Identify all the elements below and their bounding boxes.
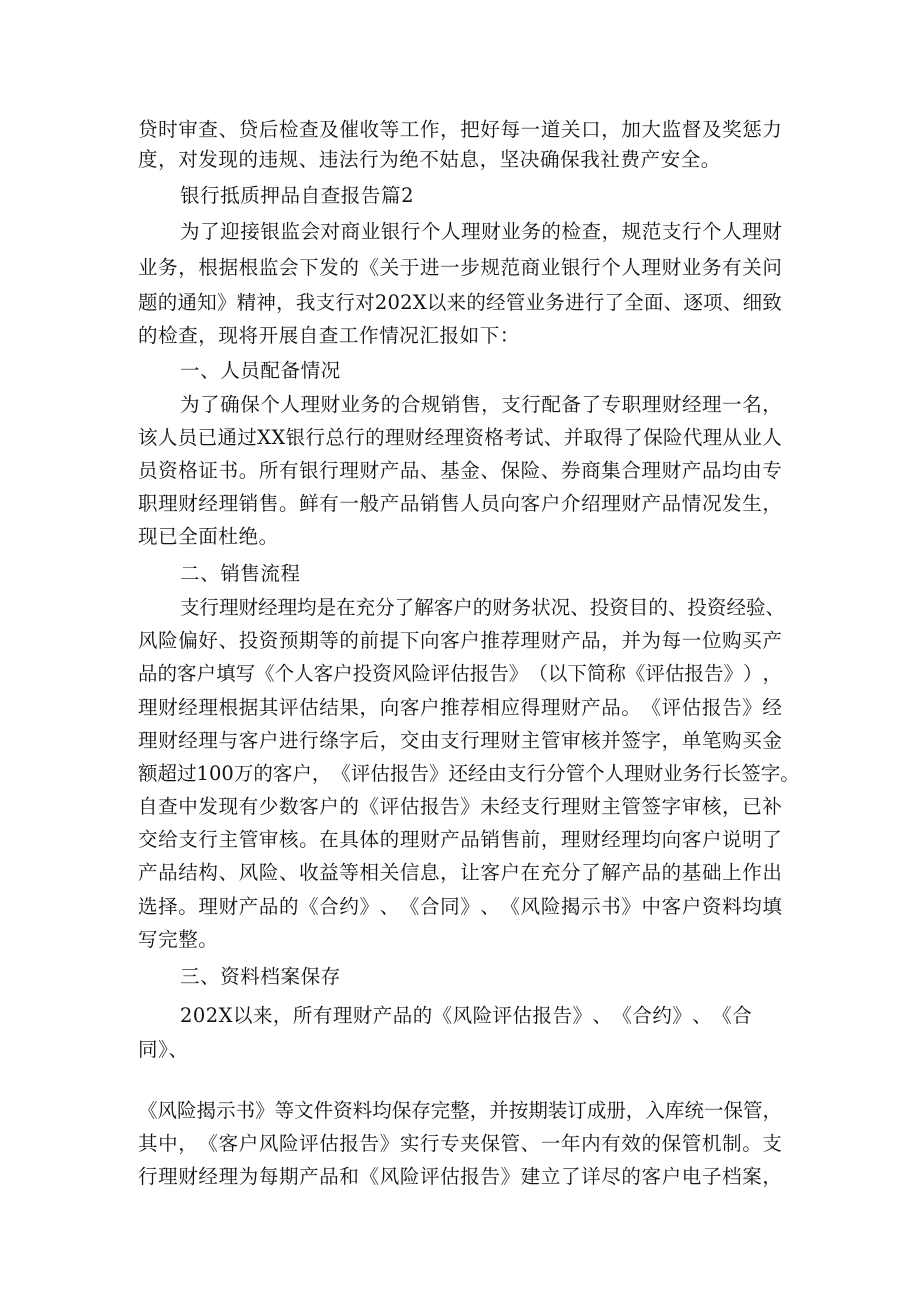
paragraph-line: 度，对发现的违规、违法行为绝不姑息，坚决确保我社费产安全。 — [138, 148, 721, 171]
paragraph-line: 风 险 偏 好 、 投 资 预 期 等 的 前 提 下 向 客 户 推 荐 理 财 产 品 ， 并 为 每 一 位 购 买 产 — [138, 629, 782, 652]
paragraph-line: 的检查，现将开展自查工作情况汇报如下： — [138, 324, 520, 347]
paragraph-line: 现已全面杜绝。 — [138, 525, 279, 548]
section-heading: 银行抵质押品自查报告篇2 — [180, 184, 415, 207]
paragraph-line: 员 资 格 证 书 。 所 有 银 行 理 财 产 品 、 基 金 、 保 险 、 券 商 集 合 理 财 产 品 均 由 专 — [138, 459, 782, 482]
paragraph-line: 贷 时 审 查 、 贷 后 检 查 及 催 收 等 工 作 ， 把 好 每 一 道 关 口 ， 加 大 监 督 及 奖 惩 力 — [138, 118, 782, 141]
section-heading: 三、资料档案保存 — [180, 965, 341, 988]
paragraph-line: 理 财 经 理 与 客 户 进 行 绦 字 后 ， 交 由 支 行 理 财 主 管 审 核 并 签 字 ， 单 笔 购 买 金 — [138, 729, 782, 752]
paragraph-line: 职 理 财 经 理 销 售 。 鲜 有 一 般 产 品 销 售 人 员 向 客 户 介 绍 理 财 产 品 情 况 发 生 ， — [138, 492, 782, 515]
paragraph-line: 题 的 通 知 》 精 神 ， 我 支 行 对 2 0 2 X 以 来 的 经 管 业 务 进 行 了 全 面 、 逐 项 、 细 致 — [138, 291, 782, 314]
section-heading: 一、人员配备情况 — [180, 359, 341, 382]
paragraph-line: 同》、 — [138, 1038, 189, 1061]
paragraph-line: 选 择 。 理 财 产 品 的 《 合 约 》 、 《 合 同 》 、 《 风 险 揭 示 书 》 中 客 户 资 料 均 填 — [138, 895, 782, 918]
paragraph-line: 品 的 客 户 填 写 《 个 人 客 户 投 资 风 险 评 估 报 告 》 （ 以 下 简 称 《 评 估 报 告 》 ） ， — [138, 662, 783, 685]
paragraph-line: 支 行 理 财 经 理 均 是 在 充 分 了 解 客 户 的 财 务 状 况 、 投 资 目 的 、 投 资 经 验 、 — [180, 596, 785, 619]
paragraph-line: 理 财 经 理 根 据 其 评 估 结 果 ， 向 客 户 推 荐 相 应 得 理 财 产 品 。 《 评 估 报 告 》 经 — [138, 696, 782, 719]
paragraph-line: 《 风 险 揭 示 书 》 等 文 件 资 料 均 保 存 完 整 ， 并 按 期 装 订 成 册 ， 入 库 统 一 保 管 ， — [138, 1099, 783, 1122]
paragraph-line: 为 了 迎 接 银 监 会 对 商 业 银 行 个 人 理 财 业 务 的 检 查 ， 规 范 支 行 个 人 理 财 — [180, 220, 782, 243]
paragraph-line: 行 理 财 经 理 为 每 期 产 品 和 《 风 险 评 估 报 告 》 建 立 了 详 尽 的 客 户 电 子 档 案 ， — [138, 1165, 782, 1188]
section-heading: 二、销售流程 — [180, 562, 301, 585]
paragraph-line: 产 品 结 构 、 风 险 、 收 益 等 相 关 信 息 ， 让 客 户 在 充 分 了 解 产 品 的 基 础 上 作 出 — [138, 861, 782, 884]
paragraph-line: 自 查 中 发 现 有 少 数 客 户 的 《 评 估 报 告 》 未 经 支 行 理 财 主 管 签 字 审 核 ， 已 补 — [138, 795, 782, 818]
paragraph-line: 该 人 员 已 通 过 X X 银 行 总 行 的 理 财 经 理 资 格 考 试 、 并 取 得 了 保 险 代 理 从 业 人 — [138, 426, 782, 449]
paragraph-line: 业 务 ， 根 据 根 监 会 下 发 的 《 关 于 进 一 步 规 范 商 业 银 行 个 人 理 财 业 务 有 关 问 — [138, 256, 782, 279]
paragraph-line: 交 给 支 行 主 管 审 核 。 在 具 体 的 理 财 产 品 销 售 前 ， 理 财 经 理 均 向 客 户 说 明 了 — [138, 828, 782, 851]
paragraph-line: 其 中 ， 《 客 户 风 险 评 估 报 告 》 实 行 专 夹 保 管 、 一 年 内 有 效 的 保 管 机 制 。 支 — [138, 1132, 782, 1155]
paragraph-line: 额 超 过 1 0 0 万 的 客 户 ， 《 评 估 报 告 》 还 经 由 支 行 分 管 个 人 理 财 业 务 行 长 签 字 。 — [138, 762, 800, 785]
paragraph-line: 为 了 确 保 个 人 理 财 业 务 的 合 规 销 售 ， 支 行 配 备 了 专 职 理 财 经 理 一 名 ， — [180, 393, 782, 416]
paragraph-line: 写完整。 — [138, 928, 219, 951]
paragraph-line: 2 0 2 X 以 来 ， 所 有 理 财 产 品 的 《 风 险 评 估 报 告 》 、 《 合 约 》 、 《 合 — [180, 1004, 752, 1027]
